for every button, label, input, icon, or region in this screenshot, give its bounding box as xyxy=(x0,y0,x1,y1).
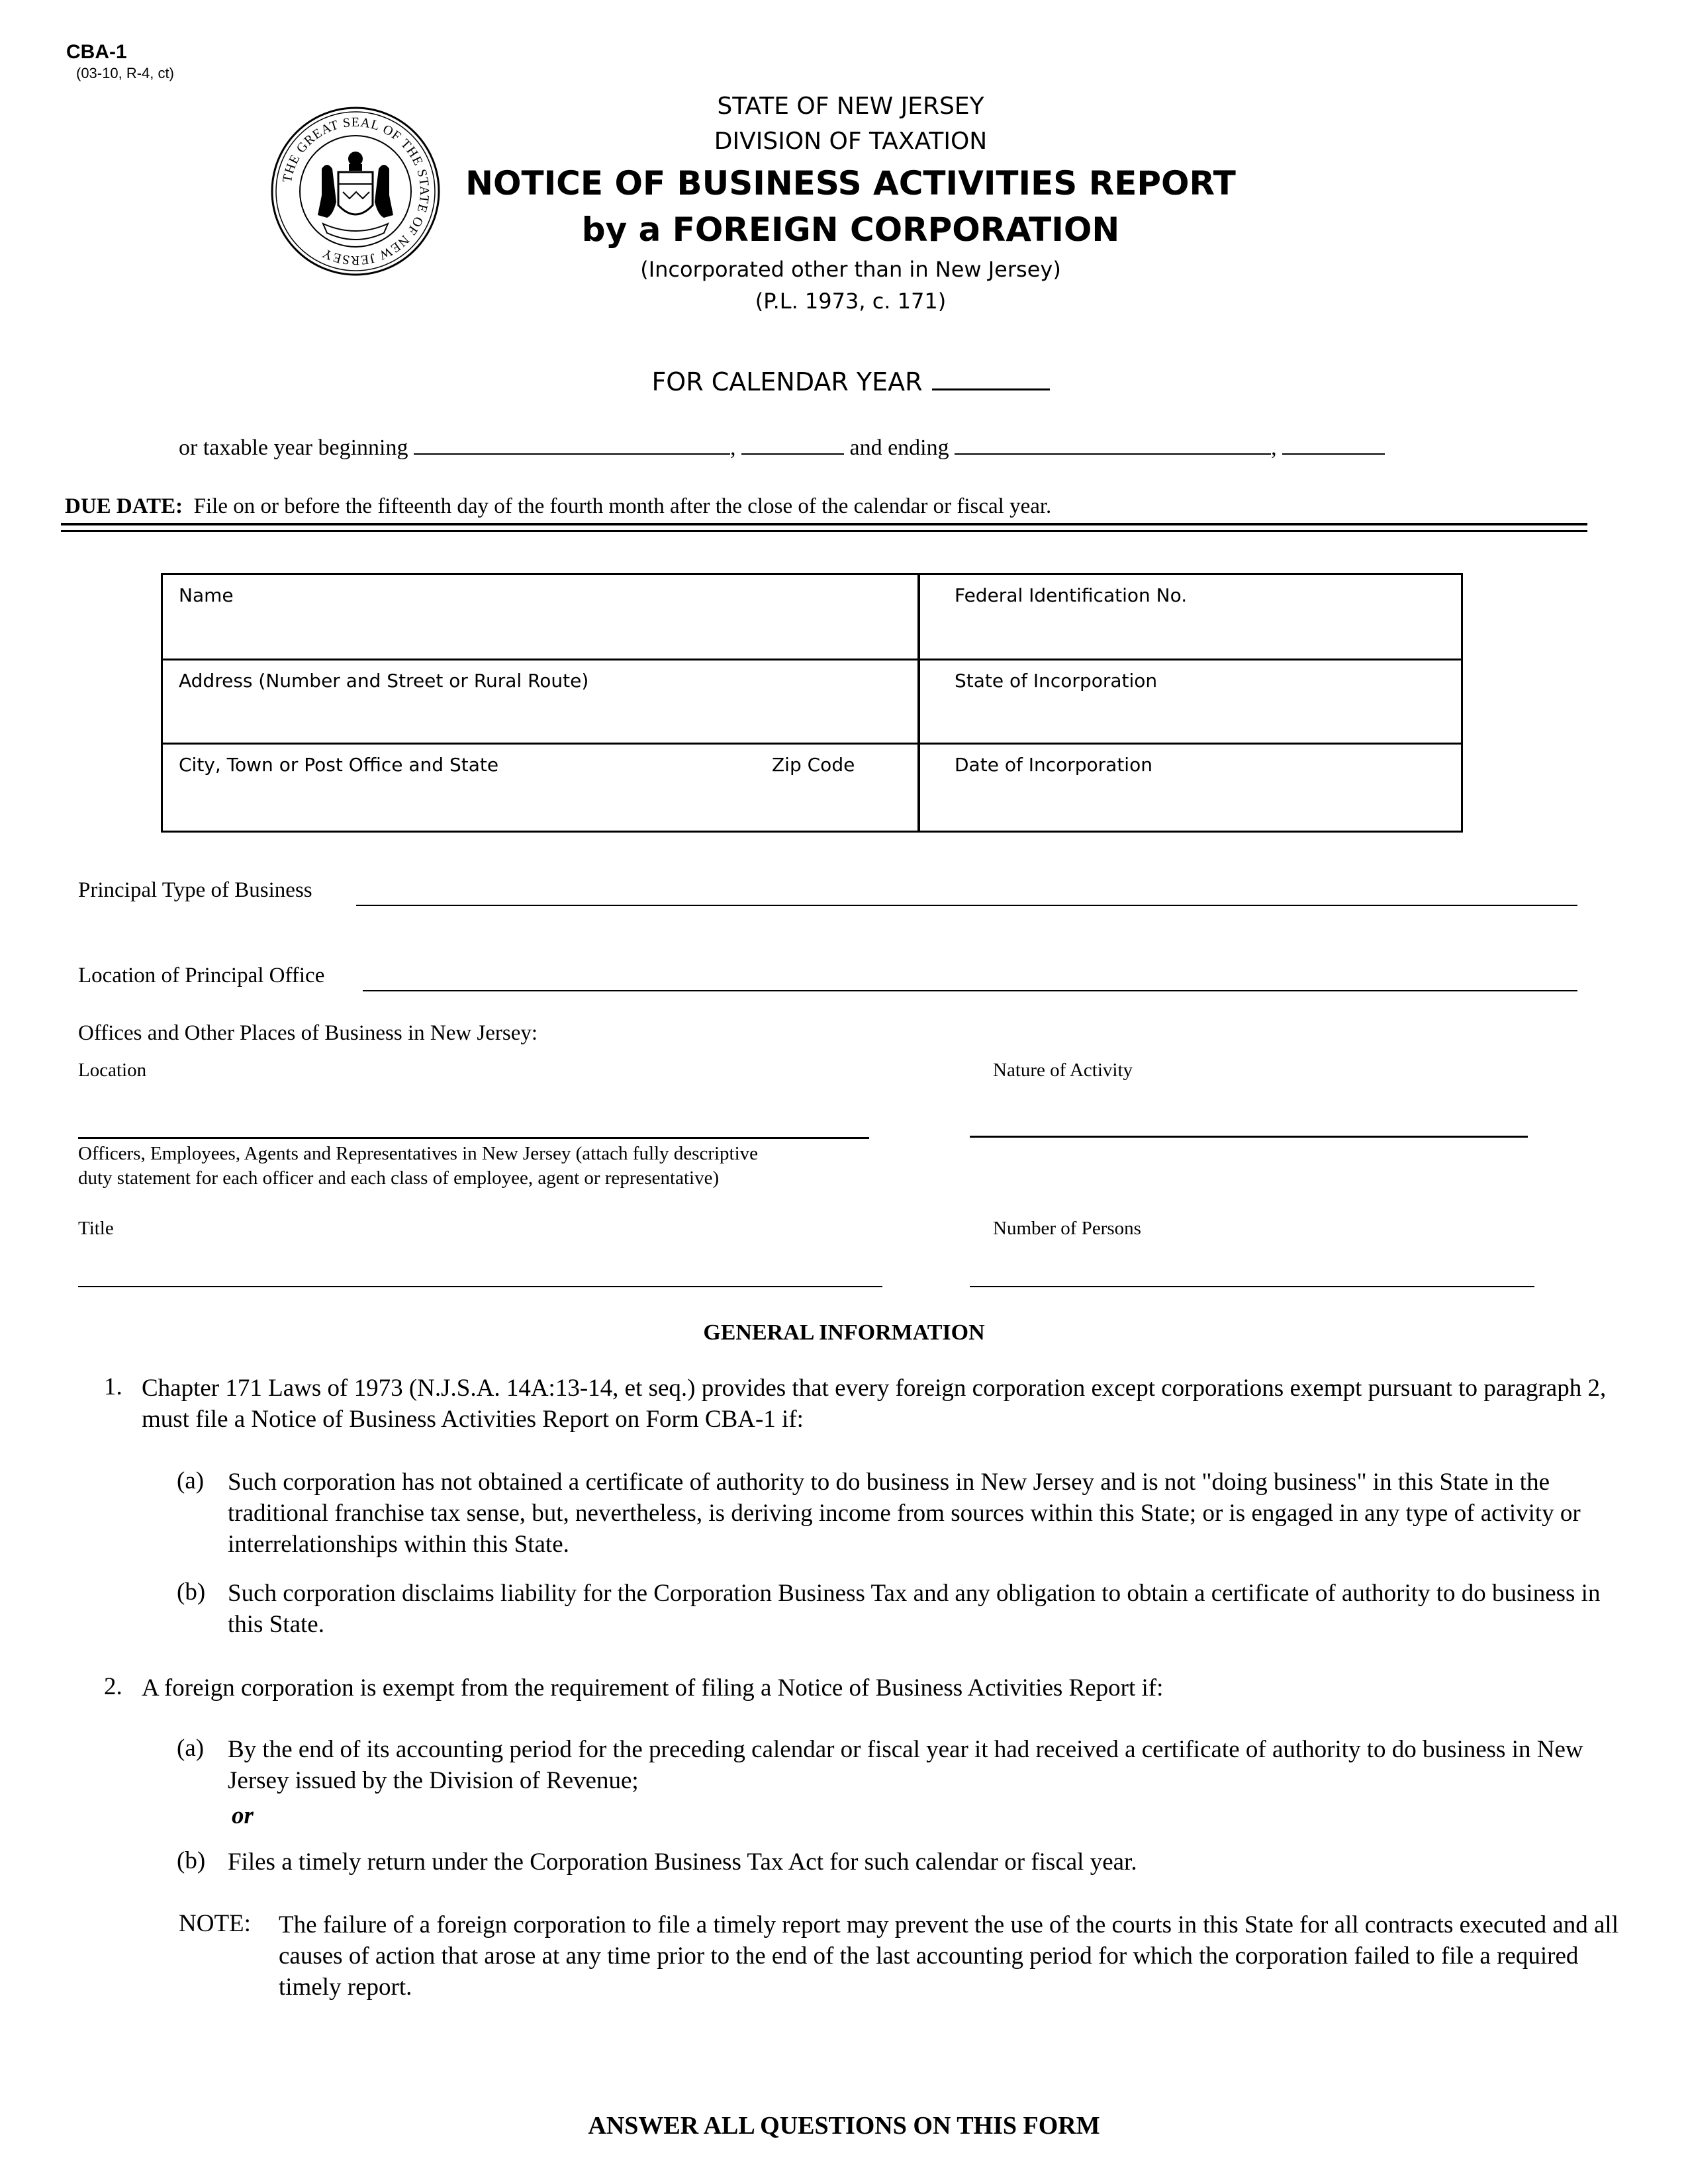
form-revision: (03-10, R-4, ct) xyxy=(76,65,174,81)
double-rule-bottom xyxy=(61,530,1587,532)
due-date-label: DUE DATE: xyxy=(65,494,183,518)
officers-text-line1: Officers, Employees, Agents and Representatives in New Jersey (attach fully descriptive xyxy=(78,1143,759,1164)
principal-office-label: Location of Principal Office xyxy=(78,964,325,987)
calendar-year-field xyxy=(463,366,1238,396)
ending-date-blank[interactable] xyxy=(955,433,1271,455)
date-of-incorporation-cell[interactable] xyxy=(920,745,1461,831)
form-id: CBA-1 xyxy=(66,41,127,63)
item1b-label: (b) xyxy=(177,1578,206,1606)
federal-id-label: Federal Identification No. xyxy=(955,584,1188,606)
note-label: NOTE: xyxy=(179,1910,251,1937)
location-label: Location xyxy=(78,1060,147,1081)
nature-of-activity-blank[interactable] xyxy=(970,1136,1528,1138)
taxable-year-row xyxy=(179,433,1385,461)
item2-number: 2. xyxy=(104,1673,122,1700)
division-name: DIVISION OF TAXATION xyxy=(714,128,988,155)
beginning-year-blank[interactable] xyxy=(741,433,844,455)
comma: , xyxy=(729,435,736,460)
seal-ring-text: THE GREAT SEAL OF THE STATE OF NEW JERSEY xyxy=(279,114,432,268)
item2a-text: By the end of its accounting period for the preceding calendar or fiscal year it had received a certificate of authority to do business in New Jersey issued by the Division of Revenue; xyxy=(228,1736,1583,1794)
beginning-label: or taxable year beginning xyxy=(179,435,408,460)
state-of-incorporation-label: State of Incorporation xyxy=(955,670,1158,692)
ending-year-blank[interactable] xyxy=(1282,433,1385,455)
calendar-year-blank[interactable] xyxy=(932,366,1050,390)
law-reference: (P.L. 1973, c. 171) xyxy=(755,289,947,314)
due-date-text: File on or before the fifteenth day of the fourth month after the close of the calendar or fiscal year. xyxy=(193,494,1052,518)
item2b-text: Files a timely return under the Corporation Business Tax Act for such calendar or fiscal year. xyxy=(228,1848,1137,1876)
form-title-line1: NOTICE OF BUSINESS ACTIVITIES REPORT xyxy=(465,164,1236,203)
principal-type-label: Principal Type of Business xyxy=(78,878,312,902)
city-cell[interactable] xyxy=(163,745,759,831)
item1b-text: Such corporation disclaims liability for the Corporation Business Tax and any obligation to obtain a certificate of authority to do business in this State. xyxy=(228,1580,1601,1638)
or-connector: or xyxy=(232,1802,254,1829)
number-of-persons-blank[interactable] xyxy=(970,1286,1534,1287)
item2b-label: (b) xyxy=(177,1847,206,1874)
number-of-persons-label: Number of Persons xyxy=(993,1218,1141,1239)
zip-label: Zip Code xyxy=(772,754,855,776)
principal-office-blank[interactable] xyxy=(363,990,1577,991)
state-name: STATE OF NEW JERSEY xyxy=(717,93,984,120)
principal-type-blank[interactable] xyxy=(356,905,1577,906)
note-text: The failure of a foreign corporation to file a timely report may prevent the use of the courts in this State for all contracts executed and all causes of action that arose at any time prior to the end of the last accounting period for which the corporation failed to file a required timely report. xyxy=(279,1911,1618,2001)
calendar-year-label: FOR CALENDAR YEAR xyxy=(651,367,923,396)
state-of-incorporation-cell[interactable] xyxy=(920,660,1461,743)
address-cell[interactable] xyxy=(163,660,917,743)
due-date-row xyxy=(65,494,1051,519)
item2-text: A foreign corporation is exempt from the requirement of filing a Notice of Business Activities Report if: xyxy=(142,1674,1164,1702)
officers-text-line2: duty statement for each officer and each class of employee, agent or representative) xyxy=(78,1167,720,1189)
location-blank[interactable] xyxy=(78,1137,869,1139)
name-cell[interactable] xyxy=(163,575,917,659)
double-rule-top xyxy=(61,523,1587,525)
address-label: Address (Number and Street or Rural Route) xyxy=(179,670,589,692)
form-subtitle: (Incorporated other than in New Jersey) xyxy=(640,257,1061,282)
identification-table xyxy=(161,573,1463,833)
title-blank[interactable] xyxy=(78,1286,882,1287)
offices-label: Offices and Other Places of Business in New Jersey: xyxy=(78,1021,538,1045)
federal-id-cell[interactable] xyxy=(920,575,1461,659)
city-label: City, Town or Post Office and State xyxy=(179,754,499,776)
item2a-label: (a) xyxy=(177,1735,205,1762)
svg-text:THE GREAT SEAL OF THE STATE OF xyxy=(280,115,432,267)
form-title-line2: by a FOREIGN CORPORATION xyxy=(581,210,1120,249)
beginning-date-blank[interactable] xyxy=(414,433,730,455)
general-information-heading: GENERAL INFORMATION xyxy=(703,1320,985,1345)
great-seal-of-new-jersey-icon xyxy=(270,106,441,277)
item1-text: Chapter 171 Laws of 1973 (N.J.S.A. 14A:13-14, et seq.) provides that every foreign corporation except corporations exempt pursuant to paragraph 2, must file a Notice of Business Activities Report on Form CBA-1 if: xyxy=(142,1375,1607,1433)
comma: , xyxy=(1271,435,1277,460)
ending-label: and ending xyxy=(849,435,949,460)
item1-number: 1. xyxy=(104,1373,122,1400)
item1a-label: (a) xyxy=(177,1467,205,1494)
zip-cell[interactable] xyxy=(759,745,917,831)
title-label: Title xyxy=(78,1218,114,1239)
item1a-text: Such corporation has not obtained a certificate of authority to do business in New Jersey and is not "doing business" in this State in the traditional franchise tax sense, but, nevertheless, is deriving income from sources within this State; or is engaged in any type of activity or interrelationships within this State. xyxy=(228,1469,1581,1558)
name-label: Name xyxy=(179,584,234,606)
nature-of-activity-label: Nature of Activity xyxy=(993,1060,1133,1081)
footer-instruction: ANSWER ALL QUESTIONS ON THIS FORM xyxy=(588,2112,1100,2140)
date-of-incorporation-label: Date of Incorporation xyxy=(955,754,1152,776)
